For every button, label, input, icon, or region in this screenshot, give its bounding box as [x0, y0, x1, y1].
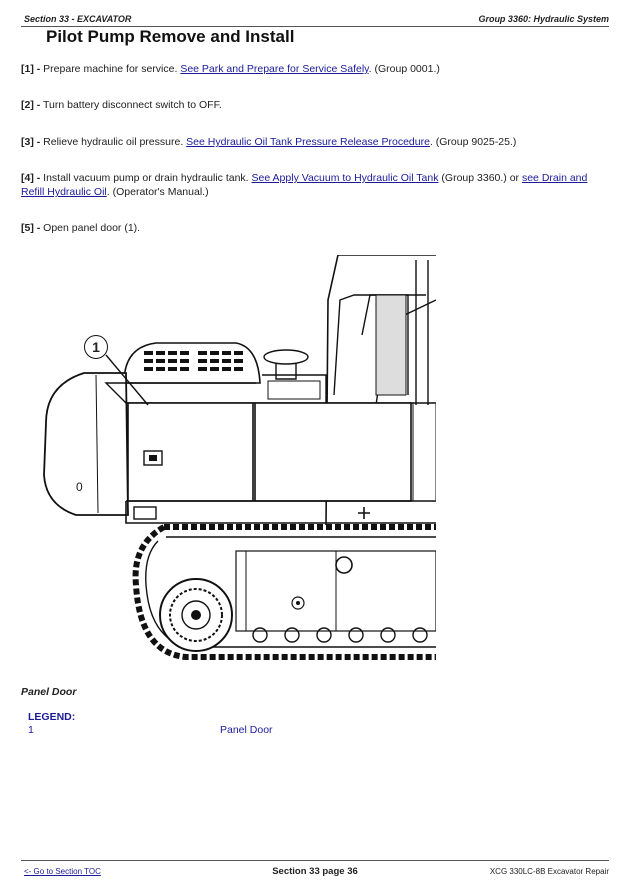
- step-text: Open panel door (1).: [43, 222, 141, 234]
- legend-item-number: 1: [28, 724, 34, 736]
- figure-caption: Panel Door: [21, 686, 77, 698]
- counterweight-mark: 0: [76, 480, 83, 494]
- legend-item-description: Panel Door: [220, 724, 273, 736]
- step-number: [2] -: [21, 99, 41, 111]
- step-4: [21, 171, 600, 199]
- step-number: [4] -: [21, 172, 41, 184]
- page-title: Pilot Pump Remove and Install: [46, 27, 295, 46]
- step-text: Install vacuum pump or drain hydraulic tank.: [43, 172, 249, 184]
- excavator-panel-door-illustration: [36, 255, 436, 665]
- step-ref: (Group 3360.) or: [438, 172, 520, 184]
- step-1: [21, 62, 600, 76]
- legend-title: LEGEND:: [28, 711, 76, 723]
- page-number: Section 33 page 36: [272, 866, 358, 877]
- step-ref: . (Group 0001.): [368, 63, 440, 75]
- step-ref-end: . (Operator's Manual.): [106, 186, 209, 198]
- step-2: [21, 98, 600, 112]
- step-text: Prepare machine for service.: [43, 63, 178, 75]
- header-section: Section 33 - EXCAVATOR: [24, 14, 132, 24]
- drain-refill-link[interactable]: see Drain and Refill Hydraulic Oil: [21, 172, 588, 198]
- page-header: [21, 12, 609, 26]
- step-5: [21, 221, 600, 235]
- step-number: [3] -: [21, 136, 41, 148]
- apply-vacuum-link[interactable]: See Apply Vacuum to Hydraulic Oil Tank: [251, 172, 439, 184]
- go-to-section-toc-link[interactable]: <- Go to Section TOC: [24, 867, 101, 876]
- callout-1: 1: [84, 335, 108, 359]
- header-group: Group 3360: Hydraulic System: [478, 14, 609, 24]
- document-title: XCG 330LC-8B Excavator Repair: [489, 867, 609, 876]
- park-prepare-link[interactable]: See Park and Prepare for Service Safely: [180, 63, 369, 75]
- step-text: Turn battery disconnect switch to OFF.: [42, 99, 222, 111]
- footer-rule: [21, 860, 609, 861]
- step-ref: . (Group 9025-25.): [429, 136, 517, 148]
- step-3: [21, 135, 600, 149]
- step-number: [1] -: [21, 63, 41, 75]
- pressure-release-link[interactable]: See Hydraulic Oil Tank Pressure Release Procedure: [186, 136, 430, 148]
- step-number: [5] -: [21, 222, 41, 234]
- step-text: Relieve hydraulic oil pressure.: [43, 136, 184, 148]
